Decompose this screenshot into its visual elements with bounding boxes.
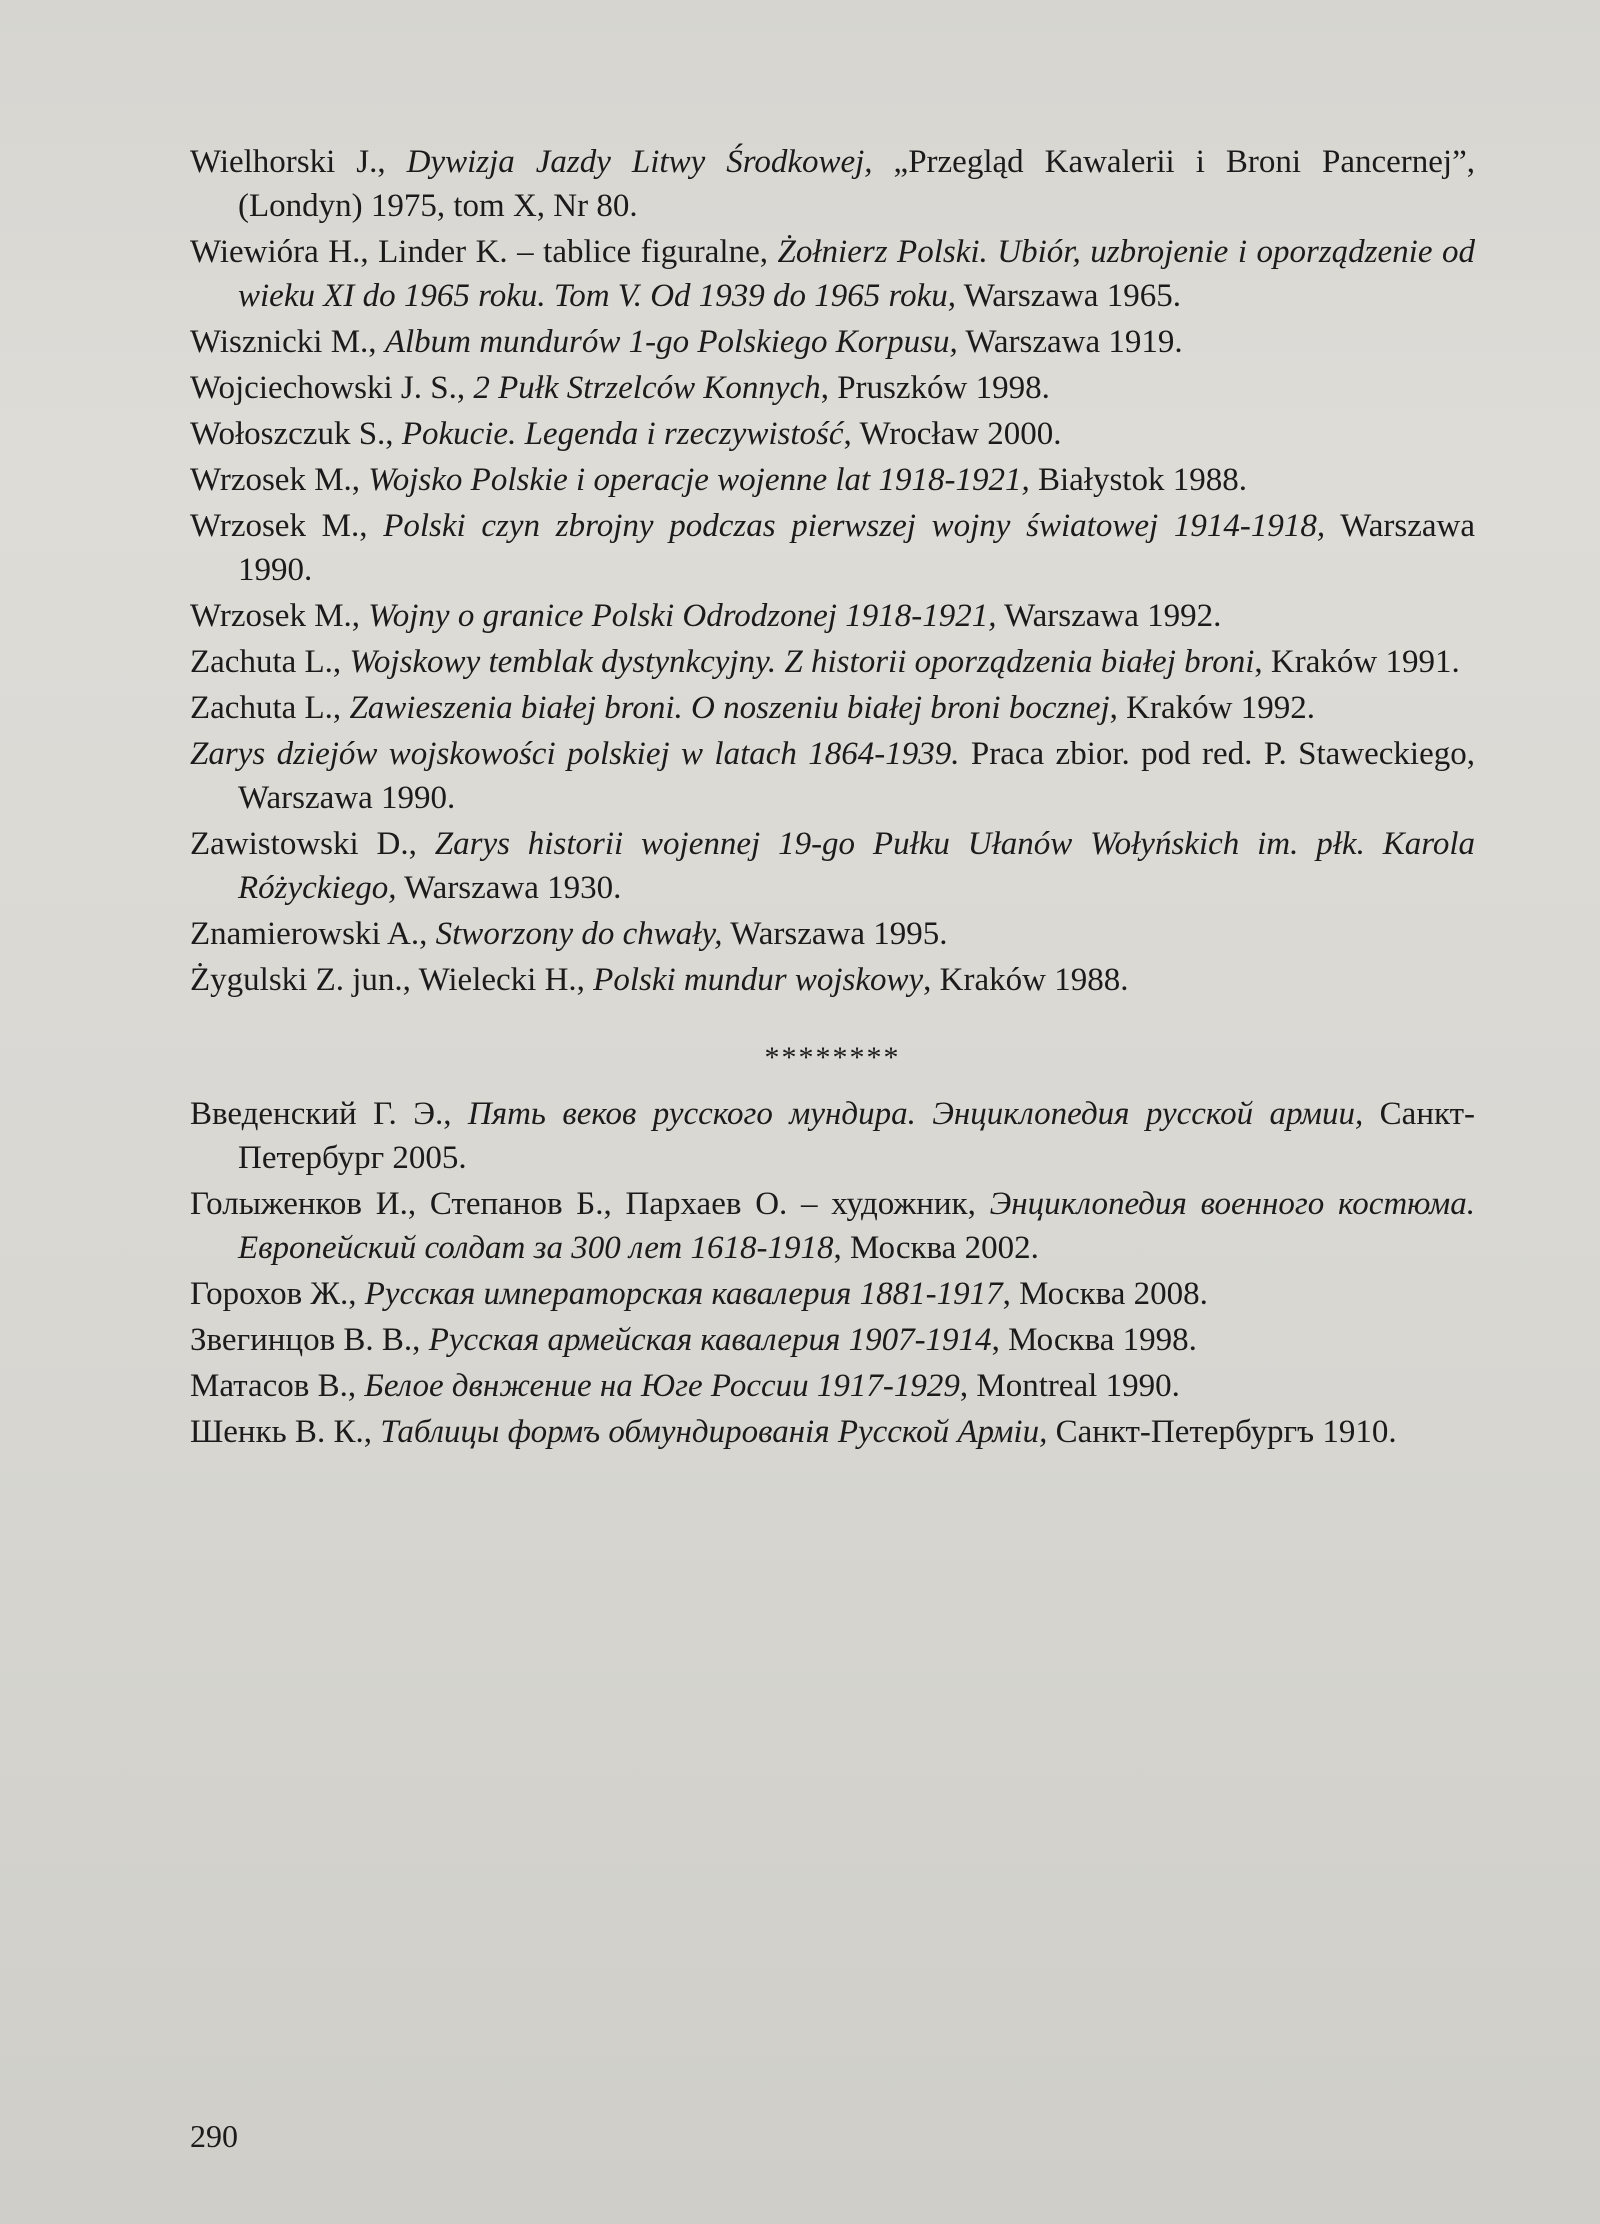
bibliography-entry (190, 640, 1475, 684)
entry-author: Wrzosek M., (190, 462, 369, 498)
entry-title: 2 Pułk Strzelców Konnych (473, 370, 821, 406)
entry-publication: Warszawa 1992. (996, 598, 1222, 634)
entry-author: Wielhorski J., (190, 144, 407, 180)
entry-title: Polski mundur wojskowy (593, 962, 924, 998)
entry-publication: , Москва 2008. (1002, 1276, 1208, 1312)
entry-author: Голыженков И., Степанов Б., Пархаев О. – художник, (190, 1186, 990, 1222)
entry-title: Пять веков русского мундира. Энциклопедия русской армии, (467, 1096, 1364, 1132)
bibliography-entry (190, 504, 1475, 592)
entry-author: Zachuta L., (190, 644, 350, 680)
entry-author: Введенский Г. Э., (190, 1096, 468, 1132)
entry-author: Wisznicki M., (190, 324, 385, 360)
entry-publication: , Pruszków 1998. (820, 370, 1050, 406)
entry-publication: „Przegląd Kawalerii i Broni Pancernej”, (Londyn) 1975, tom X, Nr 80. (238, 144, 1475, 224)
bibliography-entry (190, 732, 1475, 820)
polish-bibliography-list (190, 140, 1475, 1002)
entry-title: Белое двнжение на Юге России 1917-1929 (364, 1368, 960, 1404)
entry-author: Zachuta L., (190, 690, 350, 726)
entry-author: Wojciechowski J. S., (190, 370, 474, 406)
entry-publication: , Kraków 1992. (1109, 690, 1315, 726)
entry-title: Pokucie. Legenda i rzeczywistość (401, 416, 844, 452)
entry-title: Zawieszenia białej broni. O noszeniu białej broni bocznej (349, 690, 1110, 726)
entry-title: Polski czyn zbrojny podczas pierwszej wojny światowej 1914-1918, (383, 508, 1326, 544)
entry-publication: Санкт-Петербург 2005. (238, 1096, 1475, 1176)
entry-author: Żygulski Z. jun., Wielecki H., (190, 962, 594, 998)
entry-publication: , Montreal 1990. (959, 1368, 1180, 1404)
entry-title: Zarys dziejów wojskowości polskiej w latach 1864-1939. (190, 736, 960, 772)
entry-author: Шенкь В. К., (190, 1414, 381, 1450)
entry-publication: Białystok 1988. (1029, 462, 1247, 498)
entry-publication: Warszawa 1965. (956, 278, 1181, 314)
entry-publication: , Wrocław 2000. (843, 416, 1062, 452)
entry-author: Wiewióra H., Linder K. – tablice figuralne, (190, 234, 778, 270)
entry-publication: Санкт-Петербургъ 1910. (1047, 1414, 1397, 1450)
entry-author: Wołoszczuk S., (190, 416, 402, 452)
entry-title: Русская армейская кавалерия 1907-1914 (428, 1322, 992, 1358)
entry-title: Zarys historii wojennej 19-go Pułku Ułanów Wołyńskich im. płk. Karola Różyckiego, (238, 826, 1475, 906)
entry-author: Wrzosek M., (190, 508, 384, 544)
section-separator: ******** (764, 1041, 901, 1074)
entry-title: Album mundurów 1-go Polskiego Korpusu, (384, 324, 958, 360)
entry-author: Звегинцов В. В., (190, 1322, 429, 1358)
entry-author: Горохов Ж., (190, 1276, 365, 1312)
entry-publication: , Kraków 1991. (1254, 644, 1460, 680)
entry-title: Wojny o granice Polski Odrodzonej 1918-1921, (368, 598, 997, 634)
entry-publication: , Москва 1998. (991, 1322, 1197, 1358)
entry-title: Żołnierz Polski. Ubiór, uzbrojenie i oporządzenie od wieku XI do 1965 roku. Tom V. Od 1939 do 1965 roku, (238, 234, 1475, 314)
page-number: 290 (190, 2118, 238, 2154)
entry-title: Wojsko Polskie i operacje wojenne lat 1918-1921, (368, 462, 1030, 498)
entry-author: Wrzosek M., (190, 598, 369, 634)
entry-author: Znamierowski A., (190, 916, 436, 952)
bibliography (190, 140, 1475, 1456)
bibliography-entry (190, 1272, 1475, 1316)
entry-title: Энциклопедия военного костюма. Европейский солдат за 300 лет 1618-1918 (238, 1186, 1475, 1266)
bibliography-entry (190, 912, 1475, 956)
bibliography-entry (190, 412, 1475, 456)
bibliography-entry (190, 1364, 1475, 1408)
entry-title: Таблицы формъ обмундированія Русской Арміи, (380, 1414, 1048, 1450)
bibliography-entry (190, 320, 1475, 364)
entry-title: Русская императорская кавалерия 1881-1917 (364, 1276, 1003, 1312)
entry-title: Dywizja Jazdy Litwy Środkowej, (406, 144, 873, 180)
entry-publication: Warszawa 1990. (238, 508, 1475, 588)
russian-bibliography-list (190, 1092, 1475, 1454)
bibliography-entry (190, 366, 1475, 410)
entry-title: Wojskowy temblak dystynkcyjny. Z historii oporządzenia białej broni (349, 644, 1255, 680)
bibliography-entry (190, 230, 1475, 318)
bibliography-entry (190, 594, 1475, 638)
bibliography-entry (190, 140, 1475, 228)
entry-publication: , Москва 2002. (833, 1230, 1039, 1266)
bibliography-entry (190, 458, 1475, 502)
bibliography-entry (190, 1318, 1475, 1362)
entry-publication: Warszawa 1930. (396, 870, 622, 906)
bibliography-entry (190, 1092, 1475, 1180)
entry-publication: , Kraków 1988. (923, 962, 1129, 998)
bibliography-entry (190, 686, 1475, 730)
entry-publication: Praca zbior. pod red. P. Staweckiego, Warszawa 1990. (238, 736, 1475, 816)
entry-publication: Warszawa 1919. (957, 324, 1183, 360)
entry-author: Zawistowski D., (190, 826, 435, 862)
bibliography-entry (190, 1182, 1475, 1270)
bibliography-entry (190, 958, 1475, 1002)
bibliography-entry (190, 822, 1475, 910)
entry-title: Stworzony do chwały, (435, 916, 723, 952)
entry-publication: Warszawa 1995. (722, 916, 948, 952)
entry-author: Матасов В., (190, 1368, 365, 1404)
bibliography-entry (190, 1410, 1475, 1454)
